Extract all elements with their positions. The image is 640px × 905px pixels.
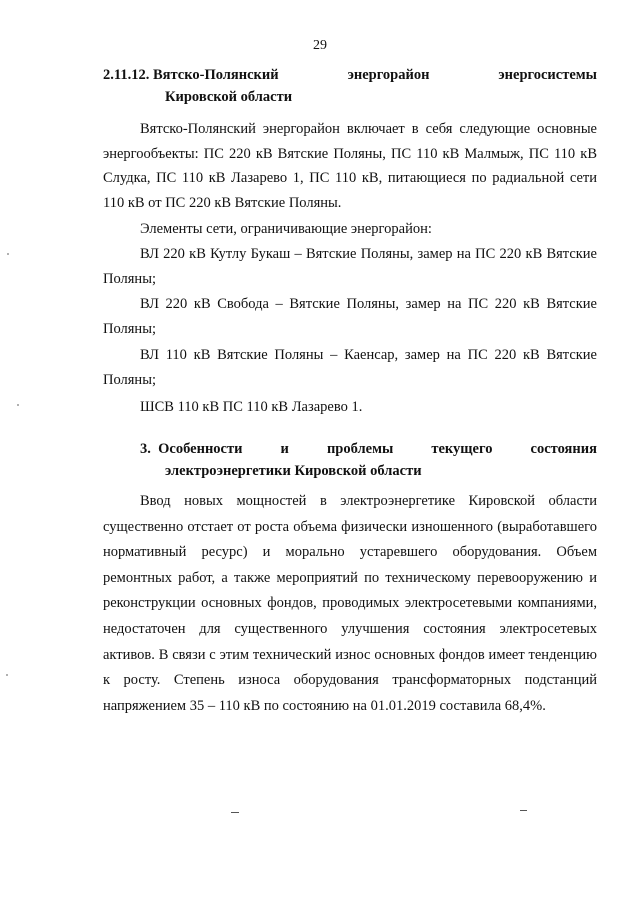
section-heading-line-1 xyxy=(103,64,597,86)
page-number: 29 xyxy=(313,38,327,53)
paragraph-equipment-wear: Ввод новых мощностей в электроэнергетике Кировской области существенно отстает от роста объема физически изношенного (выработавшего нормативный ресурс) и морально устаревшего оборудования. Объем ремонтных работ, а также мероприятий по техническому перевооружению и реконструкции основных фондов, проводимых электросетевыми компаниями, недостаточен для существенного улучшения состояния электросетевых активов. В связи с этим технический износ основных фондов имеет тенденцию к росту. Степень износа оборудования трансформаторных подстанций напряжением 35 – 110 кВ по состоянию на 01.01.2019 составила 68,4%. xyxy=(103,493,597,714)
scan-artifact-mark xyxy=(231,812,239,813)
scan-artifact-mark xyxy=(520,810,527,811)
section-title-word: энергосистемы xyxy=(498,67,597,83)
section-title-word: проблемы xyxy=(326,441,394,457)
section-number: 3. xyxy=(140,441,151,457)
section-title-word: текущего xyxy=(431,441,493,457)
scan-speck xyxy=(6,674,8,676)
section-heading-line-2: Кировской области xyxy=(165,89,293,105)
section-heading-number-and-first-word xyxy=(140,438,242,460)
section-heading-line-1 xyxy=(103,438,597,460)
paragraph-network-elements-intro: Элементы сети, ограничивающие энергорайон: xyxy=(140,221,432,237)
section-title-word: энергорайон xyxy=(347,67,430,83)
section-title-word: состояния xyxy=(530,441,597,457)
paragraph-line-kutlu-bukash: ВЛ 220 кВ Кутлу Букаш – Вятские Поляны, замер на ПС 220 кВ Вятские Поляны; xyxy=(103,246,597,287)
paragraph-line-svoboda: ВЛ 220 кВ Свобода – Вятские Поляны, замер на ПС 220 кВ Вятские Поляны; xyxy=(103,296,597,337)
section-heading-3 xyxy=(103,438,597,482)
section-heading-2-11-12 xyxy=(103,64,597,108)
scan-speck xyxy=(7,253,9,255)
section-heading-number-and-first-word xyxy=(103,64,279,86)
section-title-word: и xyxy=(280,441,289,457)
paragraph-energy-district-objects: Вятско-Полянский энергорайон включает в себя следующие основные энергообъекты: ПС 220 кВ Вятские Поляны, ПС 110 кВ Малмыж, ПС 110 кВ Слудка, ПС 110 кВ Лазарево 1, ПС 110 кВ, питающиеся по радиальной сети 110 кВ от ПС 220 кВ Вятские Поляны. xyxy=(103,121,597,211)
paragraph-shsv-lazarevo: ШСВ 110 кВ ПС 110 кВ Лазарево 1. xyxy=(140,399,363,415)
section-heading-line-2: электроэнергетики Кировской области xyxy=(165,463,422,479)
section-number: 2.11.12. xyxy=(103,67,150,83)
section-title-word: Особенности xyxy=(158,441,243,457)
section-title-word: Вятско-Полянский xyxy=(152,67,279,83)
paragraph-line-kaensar: ВЛ 110 кВ Вятские Поляны – Каенсар, замер на ПС 220 кВ Вятские Поляны; xyxy=(103,347,597,388)
scan-speck xyxy=(17,404,19,406)
